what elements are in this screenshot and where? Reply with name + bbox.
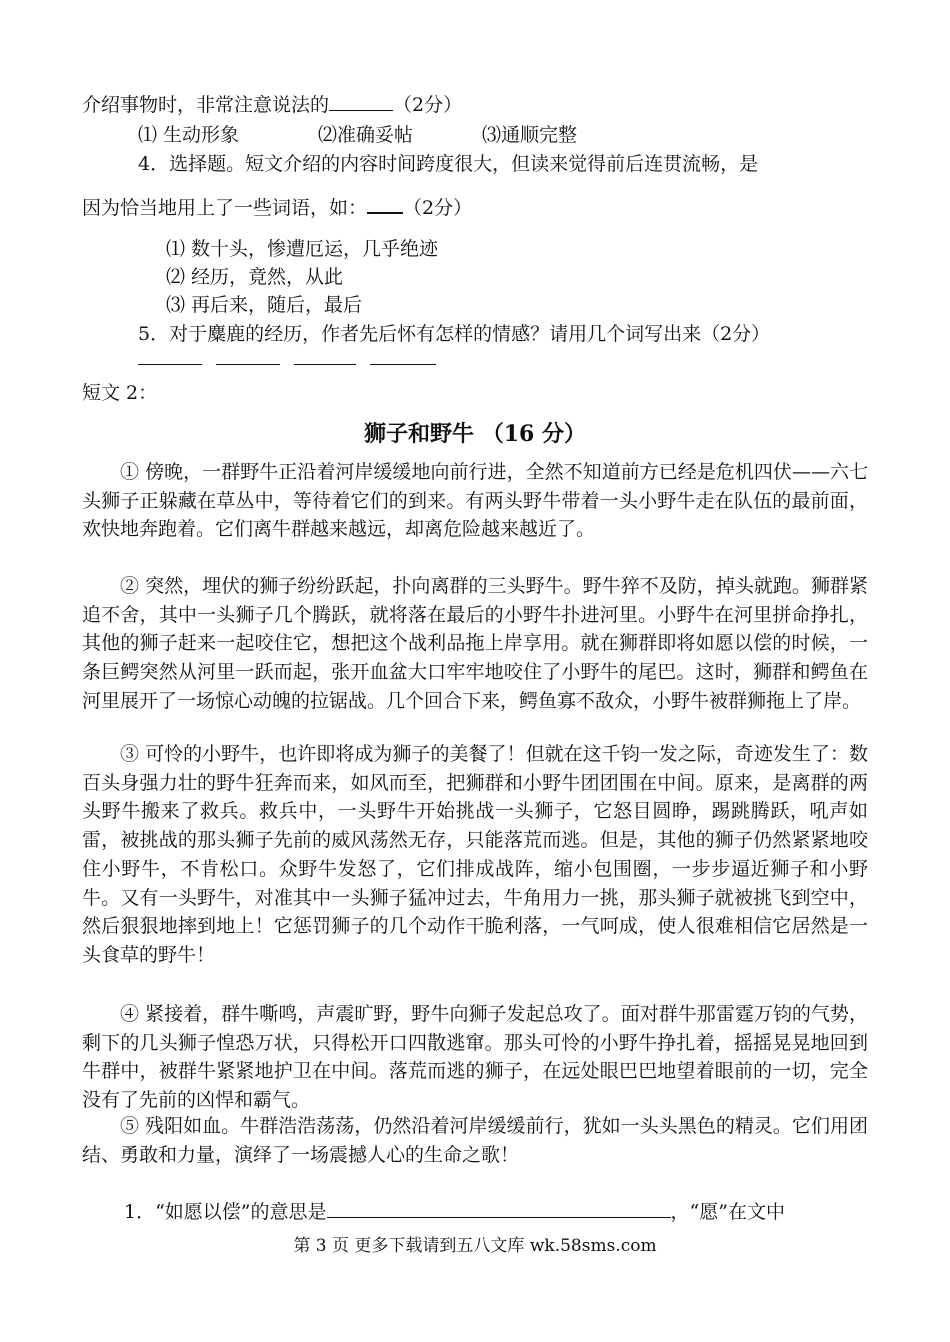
short-text-label: 短文 2： bbox=[82, 382, 158, 404]
intro-text: 介绍事物时，非常注意说法的 bbox=[82, 94, 330, 116]
question-1-tail: ，“愿”在文中 bbox=[670, 1201, 785, 1223]
paragraph-4 bbox=[82, 1000, 868, 1115]
answer-blank[interactable] bbox=[294, 346, 356, 365]
question-1-lead: 1．“如愿以偿”的意思是 bbox=[124, 1201, 327, 1223]
question-4-cont-text: 因为恰当地用上了一些词语，如： bbox=[82, 197, 368, 219]
paragraph-4-text: ④ 紧接着，群牛嘶鸣，声震旷野，野牛向狮子发起总攻了。面对群牛那雷霆万钧的气势，剩下的几头狮子惶恐万状，只得松开口四散逃窜。那头可怜的小野牛挣扎着，摇摇晃晃地回到牛群中，被群牛紧紧地护卫在中间。落荒而逃的狮子，在远处眼巴巴地望着眼前的一切，完全没有了先前的凶悍和霸气。 bbox=[82, 1003, 868, 1112]
answer-blank[interactable] bbox=[138, 346, 202, 365]
story-title: 狮子和野牛 （16 分） bbox=[364, 421, 586, 447]
question-4: 4．选择题。短文介绍的内容时间跨度很大，但读来觉得前后连贯流畅，是 bbox=[138, 153, 759, 175]
paragraph-1-text: ① 傍晚，一群野牛正沿着河岸缓缓地向前行进，全然不知道前方已经是危机四伏——六七头狮子正躲藏在草丛中，等待着它们的到来。有两头野牛带着一头小野牛走在队伍的最前面，欢快地奔跑着。它们离牛群越来越远，却离危险越来越近了。 bbox=[82, 461, 868, 541]
paragraph-1 bbox=[82, 458, 868, 544]
q4-option-3: ⑶ 再后来，随后，最后 bbox=[166, 294, 363, 316]
q4-option-1: ⑴ 数十头，惨遭厄运，几乎绝迹 bbox=[166, 238, 439, 260]
option-1: ⑴ 生动形象 bbox=[138, 124, 240, 146]
q4-option-2: ⑵ 经历，竟然，从此 bbox=[166, 266, 344, 288]
paragraph-5 bbox=[82, 1112, 868, 1169]
answer-blank[interactable] bbox=[329, 92, 393, 111]
answer-blank[interactable] bbox=[327, 1199, 671, 1218]
answer-blank[interactable] bbox=[216, 346, 280, 365]
paragraph-3-text: ③ 可怜的小野牛，也许即将成为狮子的美餐了！但就在这千钧一发之际，奇迹发生了：数百头身强力壮的野牛狂奔而来，如风而至，把狮群和小野牛团团围在中间。原来，是离群的两头野牛搬来了救兵。救兵中，一头野牛开始挑战一头狮子，它怒目圆睁，踢跳腾跃，吼声如雷，被挑战的那头狮子先前的威风荡然无存，只能落荒而逃。但是，其他的狮子仍然紧紧地咬住小野牛，不肯松口。众野牛发怒了，它们排成战阵，缩小包围圈，一步步逼近狮子和小野牛。又有一头野牛，对准其中一头狮子猛冲过去，牛角用力一挑，那头狮子就被挑飞到空中，然后狠狠地摔到地上！它惩罚狮子的几个动作干脆利落，一气呵成，使人很难相信它居然是一头食草的野牛！ bbox=[82, 743, 868, 966]
question-5: 5．对于麋鹿的经历，作者先后怀有怎样的情感？请用几个词写出来（2分） bbox=[138, 323, 771, 345]
answer-blank[interactable] bbox=[367, 194, 403, 214]
question-1 bbox=[124, 1199, 785, 1225]
answer-blank[interactable] bbox=[370, 346, 436, 365]
page-footer: 第 3 页 更多下载请到五八文库 wk.58sms.com bbox=[293, 1236, 657, 1256]
score-note: （2分） bbox=[393, 94, 463, 116]
question-4-cont bbox=[82, 194, 472, 221]
score-note: （2分） bbox=[403, 197, 473, 219]
paragraph-3 bbox=[82, 740, 868, 970]
paragraph-5-text: ⑤ 残阳如血。牛群浩浩荡荡，仍然沿着河岸缓缓前行，犹如一头头黑色的精灵。它们用团结、勇敢和力量，演绎了一场震撼人心的生命之歌！ bbox=[82, 1115, 868, 1166]
paragraph-2-text: ② 突然，埋伏的狮子纷纷跃起，扑向离群的三头野牛。野牛猝不及防，掉头就跑。狮群紧追不舍，其中一头狮子几个腾跃，就将落在最后的小野牛扑进河里。小野牛在河里拼命挣扎，其他的狮子赶来一起咬住它，想把这个战利品拖上岸享用。就在狮群即将如愿以偿的时候，一条巨鳄突然从河里一跃而起，张开血盆大口牢牢地咬住了小野牛的尾巴。这时，狮群和鳄鱼在河里展开了一场惊心动魄的拉锯战。几个回合下来，鳄鱼寡不敌众，小野牛被群狮拖上了岸。 bbox=[82, 575, 868, 712]
option-3: ⑶通顺完整 bbox=[482, 124, 578, 146]
intro-line-1 bbox=[82, 92, 462, 118]
option-2: ⑵准确妥帖 bbox=[318, 124, 414, 146]
paragraph-2 bbox=[82, 572, 868, 716]
option-row bbox=[138, 122, 578, 148]
question-5-blanks bbox=[138, 346, 436, 372]
